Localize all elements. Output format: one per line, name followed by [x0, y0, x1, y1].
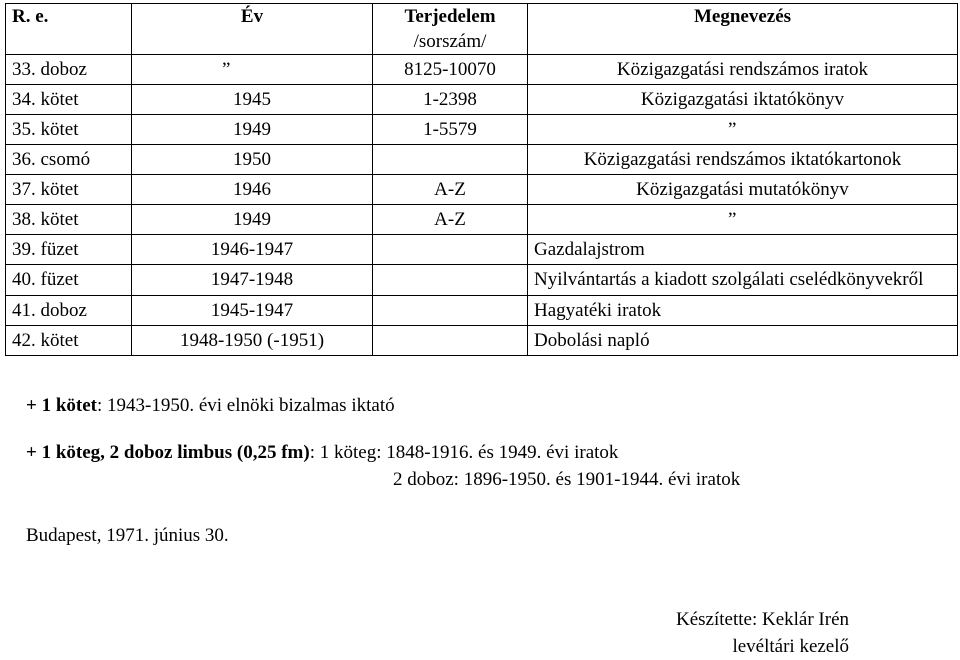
cell-name: Közigazgatási mutatókönyv — [528, 175, 958, 205]
note-limbus-text: : 1 köteg: 1848-1916. és 1949. évi iratok — [309, 442, 619, 463]
cell-year: 1948-1950 (-1951) — [132, 326, 373, 356]
cell-ref: 39. füzet — [6, 235, 132, 265]
header-year: Év — [132, 4, 373, 55]
note-extra-volume-text: : 1943-1950. évi elnöki bizalmas iktató — [96, 395, 395, 416]
note-limbus-bold: + 1 köteg, 2 doboz limbus (0,25 fm) — [26, 442, 310, 463]
place-and-date: Budapest, 1971. június 30. — [26, 525, 229, 546]
table-row — [6, 326, 958, 356]
note-extra-volume — [26, 395, 395, 417]
cell-name: Dobolási napló — [528, 326, 958, 356]
cell-ref: 40. füzet — [6, 265, 132, 296]
table-row — [6, 265, 958, 296]
cell-extent: A-Z — [373, 175, 528, 205]
table-row — [6, 145, 958, 175]
cell-ref: 41. doboz — [6, 296, 132, 326]
cell-name: Hagyatéki iratok — [528, 296, 958, 326]
cell-extent: 8125-10070 — [373, 55, 528, 85]
note-extra-volume-bold: + 1 kötet — [26, 395, 97, 416]
cell-name: Gazdalajstrom — [528, 235, 958, 265]
table-header-row — [6, 4, 958, 55]
table-row — [6, 175, 958, 205]
cell-ref: 35. kötet — [6, 115, 132, 145]
cell-name: Közigazgatási rendszámos iktatókartonok — [528, 145, 958, 175]
header-extent-line2: /sorszám/ — [413, 31, 487, 52]
cell-extent — [373, 326, 528, 356]
cell-year: 1946 — [132, 175, 373, 205]
header-name: Megnevezés — [528, 4, 958, 55]
header-ref: R. e. — [6, 4, 132, 55]
table-row — [6, 55, 958, 85]
cell-ref: 33. doboz — [6, 55, 132, 85]
note-limbus — [26, 442, 618, 464]
table-row — [6, 205, 958, 235]
cell-year: 1945-1947 — [132, 296, 373, 326]
cell-ref: 34. kötet — [6, 85, 132, 115]
cell-extent: A-Z — [373, 205, 528, 235]
cell-extent: 1-5579 — [373, 115, 528, 145]
cell-ref: 36. csomó — [6, 145, 132, 175]
table-row — [6, 296, 958, 326]
cell-name-ditto: ” — [528, 115, 958, 145]
table-row — [6, 235, 958, 265]
header-extent — [373, 4, 528, 55]
cell-year: 1949 — [132, 115, 373, 145]
cell-extent — [373, 235, 528, 265]
note-limbus-line2: 2 doboz: 1896-1950. és 1901-1944. évi iratok — [393, 469, 741, 490]
cell-year-ditto: ” — [132, 55, 373, 85]
cell-name-ditto: ” — [528, 205, 958, 235]
cell-year: 1947-1948 — [132, 265, 373, 296]
cell-year: 1945 — [132, 85, 373, 115]
cell-name: Közigazgatási iktatókönyv — [528, 85, 958, 115]
author-block — [676, 606, 849, 660]
cell-extent — [373, 145, 528, 175]
cell-ref: 42. kötet — [6, 326, 132, 356]
header-extent-line1: Terjedelem — [404, 6, 496, 27]
cell-year: 1950 — [132, 145, 373, 175]
cell-extent — [373, 265, 528, 296]
cell-year: 1946-1947 — [132, 235, 373, 265]
table-row — [6, 85, 958, 115]
author-name: Készítette: Keklár Irén — [676, 609, 850, 630]
cell-year: 1949 — [132, 205, 373, 235]
cell-name — [528, 265, 958, 296]
cell-extent — [373, 296, 528, 326]
cell-name-text: Nyilvántartás a kiadott szolgálati cselédkönyvekről — [534, 269, 924, 290]
table-row — [6, 115, 958, 145]
cell-ref: 38. kötet — [6, 205, 132, 235]
cell-name: Közigazgatási rendszámos iratok — [528, 55, 958, 85]
author-role: levéltári kezelő — [732, 636, 850, 657]
archive-register-table — [5, 3, 958, 356]
cell-ref: 37. kötet — [6, 175, 132, 205]
cell-extent: 1-2398 — [373, 85, 528, 115]
